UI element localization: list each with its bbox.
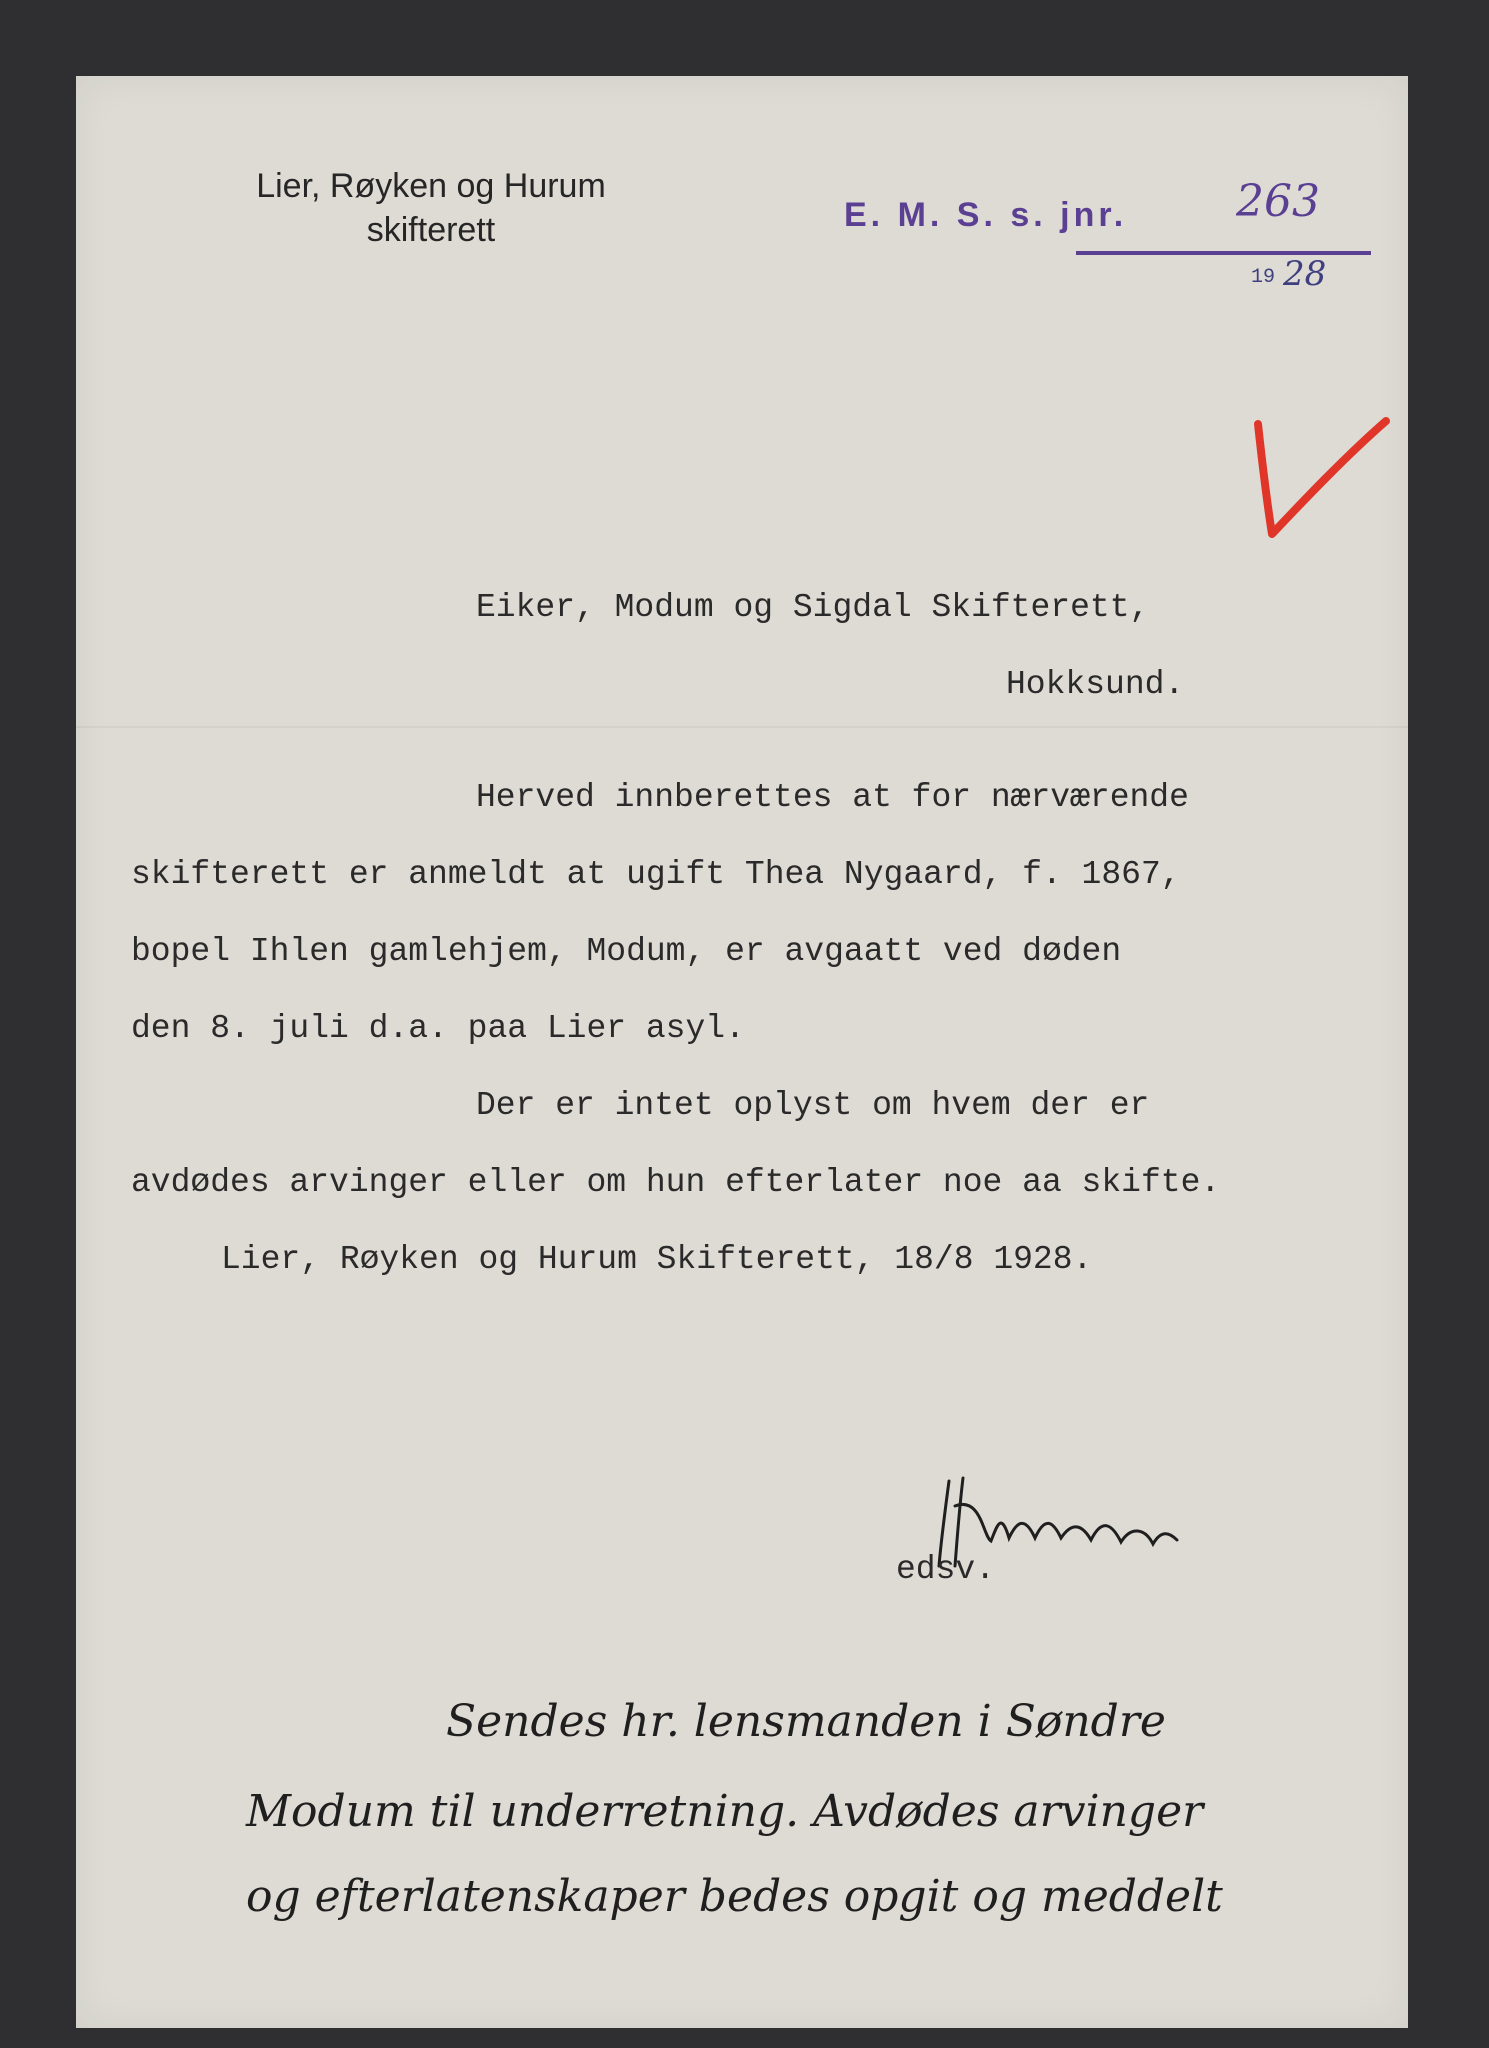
handwritten-line-3: og efterlatenskaper bedes opgit og meddelt	[246, 1871, 1223, 1922]
body-line-6: avdødes arvinger eller om hun efterlater noe aa skifte.	[131, 1164, 1221, 1201]
letterhead-line-2: skifterett	[366, 211, 496, 249]
paper-fold	[76, 726, 1408, 728]
closing-line: Lier, Røyken og Hurum Skifterett, 18/8 1928.	[221, 1241, 1093, 1278]
body-line-2: skifterett er anmeldt at ugift Thea Nygaard, f. 1867,	[131, 856, 1181, 893]
letterhead-line-1: Lier, Røyken og Hurum	[256, 167, 606, 205]
stamp-year-suffix: 28	[1283, 254, 1327, 294]
body-line-5: Der er intet oplyst om hvem der er	[476, 1087, 1150, 1124]
stamp-year-prefix: 19	[1251, 266, 1276, 289]
letterhead	[171, 164, 691, 252]
handwritten-line-2: Modum til underretning. Avdødes arvinger	[246, 1786, 1204, 1837]
stamp-number: 263	[1236, 176, 1320, 227]
recipient-city: Hokksund.	[1006, 666, 1185, 703]
signature-title: edsv.	[896, 1551, 996, 1588]
handwritten-line-1: Sendes hr. lensmanden i Søndre	[446, 1696, 1166, 1747]
check-mark-icon	[1246, 416, 1396, 556]
journal-stamp: E. M. S. s. jnr.	[844, 196, 1128, 234]
body-line-3: bopel Ihlen gamlehjem, Modum, er avgaatt ved døden	[131, 933, 1122, 970]
body-line-4: den 8. juli d.a. paa Lier asyl.	[131, 1010, 745, 1047]
body-line-1: Herved innberettes at for nærværende	[476, 779, 1189, 816]
document-page	[76, 76, 1408, 2028]
recipient-name: Eiker, Modum og Sigdal Skifterett,	[476, 589, 1150, 626]
stamp-underline	[1076, 251, 1371, 255]
